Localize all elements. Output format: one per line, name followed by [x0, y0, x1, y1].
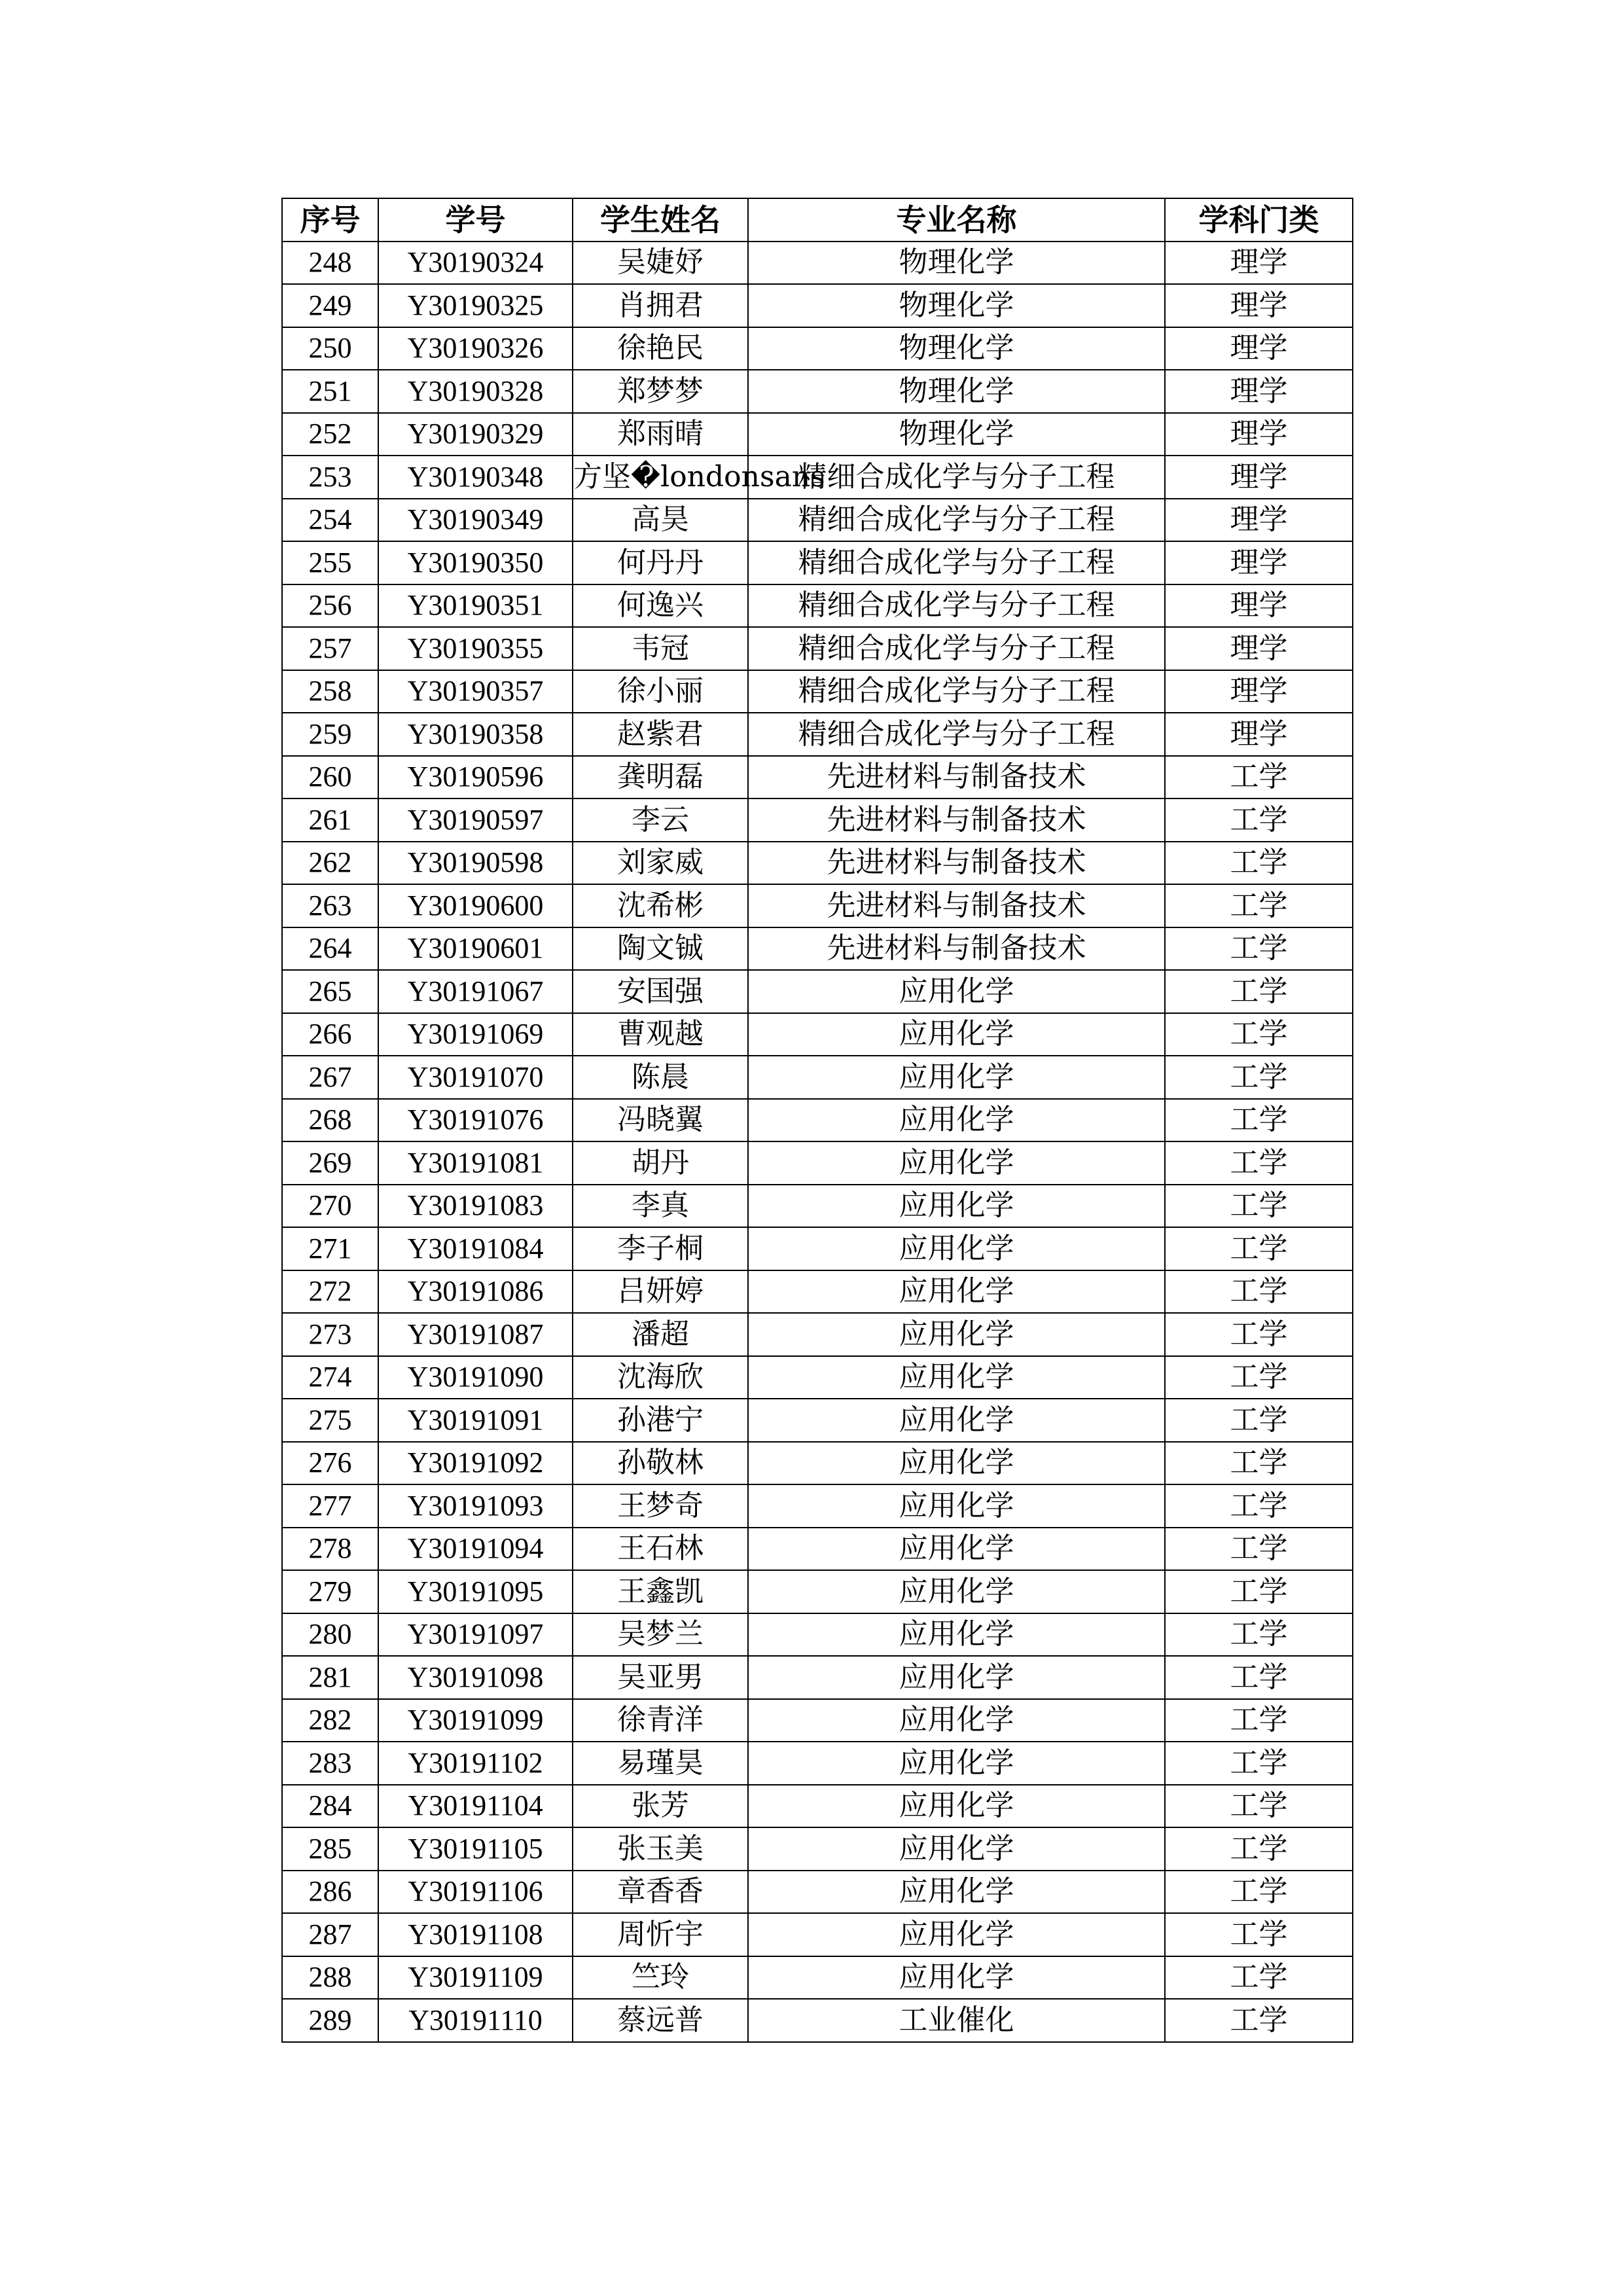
- cell-student-id: Y30190350: [378, 541, 573, 584]
- cell-student-name: 韦冠: [573, 627, 748, 670]
- cell-student-id: Y30191095: [378, 1570, 573, 1613]
- cell-major-name: 应用化学: [748, 1913, 1165, 1956]
- cell-student-id: Y30191091: [378, 1399, 573, 1442]
- table-row: [282, 756, 1353, 799]
- cell-student-name: 吴婕妤: [573, 242, 748, 285]
- cell-discipline: 理学: [1165, 499, 1353, 542]
- table-row: [282, 970, 1353, 1013]
- cell-student-id: Y30191093: [378, 1484, 573, 1528]
- cell-discipline: 工学: [1165, 1570, 1353, 1613]
- cell-student-name: 安国强: [573, 970, 748, 1013]
- cell-student-name: 李子桐: [573, 1227, 748, 1270]
- cell-student-id: Y30190324: [378, 242, 573, 285]
- cell-student-id: Y30191086: [378, 1270, 573, 1314]
- cell-seq: 284: [282, 1785, 378, 1828]
- cell-major-name: 精细合成化学与分子工程: [748, 584, 1165, 628]
- cell-discipline: 工学: [1165, 1528, 1353, 1571]
- cell-major-name: 物理化学: [748, 284, 1165, 327]
- cell-seq: 256: [282, 584, 378, 628]
- table-row: [282, 1913, 1353, 1956]
- cell-major-name: 应用化学: [748, 1442, 1165, 1485]
- table-row: [282, 670, 1353, 713]
- cell-discipline: 工学: [1165, 1613, 1353, 1657]
- cell-seq: 276: [282, 1442, 378, 1485]
- cell-major-name: 物理化学: [748, 370, 1165, 413]
- cell-student-name: 高昊: [573, 499, 748, 542]
- cell-student-id: Y30191069: [378, 1013, 573, 1056]
- header-discipline: 学科门类: [1165, 198, 1353, 242]
- cell-discipline: 工学: [1165, 1742, 1353, 1785]
- cell-discipline: 工学: [1165, 1999, 1353, 2042]
- cell-discipline: 工学: [1165, 1699, 1353, 1742]
- table-row: [282, 242, 1353, 285]
- table-row: [282, 413, 1353, 456]
- table-row: [282, 1999, 1353, 2042]
- cell-seq: 286: [282, 1871, 378, 1914]
- cell-discipline: 工学: [1165, 1399, 1353, 1442]
- cell-student-name: 沈希彬: [573, 884, 748, 927]
- cell-student-id: Y30191109: [378, 1956, 573, 2000]
- cell-student-id: Y30190598: [378, 842, 573, 885]
- cell-seq: 264: [282, 927, 378, 971]
- cell-student-id: Y30191081: [378, 1141, 573, 1185]
- cell-seq: 250: [282, 327, 378, 370]
- cell-seq: 265: [282, 970, 378, 1013]
- cell-seq: 261: [282, 798, 378, 842]
- cell-seq: 285: [282, 1827, 378, 1871]
- header-student-name: 学生姓名: [573, 198, 748, 242]
- cell-major-name: 应用化学: [748, 1270, 1165, 1314]
- cell-seq: 266: [282, 1013, 378, 1056]
- cell-student-name: 易瑾昊: [573, 1742, 748, 1785]
- cell-major-name: 先进材料与制备技术: [748, 884, 1165, 927]
- cell-student-id: Y30191084: [378, 1227, 573, 1270]
- header-student-id: 学号: [378, 198, 573, 242]
- cell-major-name: 精细合成化学与分子工程: [748, 627, 1165, 670]
- cell-student-name: 王石林: [573, 1528, 748, 1571]
- cell-major-name: 应用化学: [748, 1484, 1165, 1528]
- cell-major-name: 应用化学: [748, 1570, 1165, 1613]
- table-row: [282, 499, 1353, 542]
- table-row: [282, 1313, 1353, 1356]
- table-header: [282, 198, 1353, 242]
- cell-seq: 260: [282, 756, 378, 799]
- cell-major-name: 先进材料与制备技术: [748, 756, 1165, 799]
- cell-student-id: Y30191110: [378, 1999, 573, 2042]
- cell-student-name: 曹观越: [573, 1013, 748, 1056]
- cell-discipline: 工学: [1165, 1913, 1353, 1956]
- cell-seq: 287: [282, 1913, 378, 1956]
- table-row: [282, 1742, 1353, 1785]
- table-row: [282, 1227, 1353, 1270]
- cell-discipline: 理学: [1165, 327, 1353, 370]
- cell-student-name: 张玉美: [573, 1827, 748, 1871]
- table-row: [282, 1141, 1353, 1185]
- cell-seq: 262: [282, 842, 378, 885]
- cell-discipline: 工学: [1165, 1356, 1353, 1399]
- cell-student-id: Y30190351: [378, 584, 573, 628]
- cell-student-name: 李云: [573, 798, 748, 842]
- cell-student-id: Y30190329: [378, 413, 573, 456]
- cell-student-name: 潘超: [573, 1313, 748, 1356]
- cell-seq: 249: [282, 284, 378, 327]
- cell-student-id: Y30191098: [378, 1656, 573, 1699]
- cell-seq: 252: [282, 413, 378, 456]
- cell-student-id: Y30191099: [378, 1699, 573, 1742]
- cell-discipline: 工学: [1165, 1484, 1353, 1528]
- table-row: [282, 541, 1353, 584]
- cell-student-id: Y30190357: [378, 670, 573, 713]
- table-row: [282, 284, 1353, 327]
- cell-seq: 251: [282, 370, 378, 413]
- cell-major-name: 先进材料与制备技术: [748, 842, 1165, 885]
- cell-major-name: 工业催化: [748, 1999, 1165, 2042]
- header-seq: 序号: [282, 198, 378, 242]
- cell-student-name: 吴亚男: [573, 1656, 748, 1699]
- cell-major-name: 应用化学: [748, 1056, 1165, 1099]
- cell-seq: 254: [282, 499, 378, 542]
- cell-discipline: 理学: [1165, 370, 1353, 413]
- cell-student-id: Y30190349: [378, 499, 573, 542]
- cell-discipline: 工学: [1165, 1270, 1353, 1314]
- cell-discipline: 工学: [1165, 1827, 1353, 1871]
- cell-seq: 273: [282, 1313, 378, 1356]
- cell-discipline: 工学: [1165, 884, 1353, 927]
- cell-student-name: 张芳: [573, 1785, 748, 1828]
- cell-student-name: 胡丹: [573, 1141, 748, 1185]
- cell-discipline: 工学: [1165, 970, 1353, 1013]
- cell-seq: 289: [282, 1999, 378, 2042]
- cell-seq: 263: [282, 884, 378, 927]
- cell-student-id: Y30191102: [378, 1742, 573, 1785]
- cell-student-id: Y30191067: [378, 970, 573, 1013]
- table-row: [282, 1699, 1353, 1742]
- cell-discipline: 工学: [1165, 1141, 1353, 1185]
- cell-major-name: 应用化学: [748, 1141, 1165, 1185]
- student-roster-table: [281, 198, 1353, 2043]
- cell-major-name: 应用化学: [748, 1313, 1165, 1356]
- table-row: [282, 927, 1353, 971]
- table-body: [282, 242, 1353, 2042]
- table-row: [282, 327, 1353, 370]
- cell-student-name: 刘家威: [573, 842, 748, 885]
- cell-discipline: 工学: [1165, 927, 1353, 971]
- cell-major-name: 先进材料与制备技术: [748, 798, 1165, 842]
- cell-student-id: Y30190600: [378, 884, 573, 927]
- cell-student-id: Y30191105: [378, 1827, 573, 1871]
- table-row: [282, 1270, 1353, 1314]
- cell-seq: 282: [282, 1699, 378, 1742]
- cell-seq: 272: [282, 1270, 378, 1314]
- header-row: [282, 198, 1353, 242]
- table-row: [282, 1570, 1353, 1613]
- cell-student-id: Y30191108: [378, 1913, 573, 1956]
- cell-major-name: 物理化学: [748, 413, 1165, 456]
- cell-discipline: 工学: [1165, 1785, 1353, 1828]
- cell-student-name: 龚明磊: [573, 756, 748, 799]
- table-row: [282, 1827, 1353, 1871]
- cell-discipline: 理学: [1165, 541, 1353, 584]
- table-row: [282, 1356, 1353, 1399]
- cell-major-name: 应用化学: [748, 1699, 1165, 1742]
- cell-seq: 278: [282, 1528, 378, 1571]
- cell-seq: 258: [282, 670, 378, 713]
- cell-discipline: 工学: [1165, 756, 1353, 799]
- cell-seq: 257: [282, 627, 378, 670]
- cell-seq: 280: [282, 1613, 378, 1657]
- cell-student-id: Y30190355: [378, 627, 573, 670]
- cell-discipline: 工学: [1165, 1099, 1353, 1142]
- cell-student-name: 王鑫凯: [573, 1570, 748, 1613]
- table-row: [282, 1613, 1353, 1657]
- cell-seq: 275: [282, 1399, 378, 1442]
- cell-student-id: Y30190325: [378, 284, 573, 327]
- cell-student-name: 蔡远普: [573, 1999, 748, 2042]
- cell-discipline: 工学: [1165, 1056, 1353, 1099]
- table-row: [282, 1656, 1353, 1699]
- cell-student-id: Y30191070: [378, 1056, 573, 1099]
- table-row: [282, 884, 1353, 927]
- table-row: [282, 1442, 1353, 1485]
- cell-student-name: 冯晓翼: [573, 1099, 748, 1142]
- table-row: [282, 627, 1353, 670]
- cell-student-name: 何逸兴: [573, 584, 748, 628]
- cell-major-name: 应用化学: [748, 1656, 1165, 1699]
- cell-discipline: 工学: [1165, 842, 1353, 885]
- cell-major-name: 物理化学: [748, 327, 1165, 370]
- cell-student-id: Y30190597: [378, 798, 573, 842]
- cell-seq: 274: [282, 1356, 378, 1399]
- cell-major-name: 应用化学: [748, 1956, 1165, 2000]
- cell-discipline: 理学: [1165, 584, 1353, 628]
- cell-discipline: 理学: [1165, 284, 1353, 327]
- cell-discipline: 工学: [1165, 1956, 1353, 2000]
- cell-discipline: 工学: [1165, 1013, 1353, 1056]
- cell-student-name: 徐小丽: [573, 670, 748, 713]
- cell-student-name: 竺玲: [573, 1956, 748, 2000]
- table-row: [282, 584, 1353, 628]
- cell-student-id: Y30191092: [378, 1442, 573, 1485]
- cell-student-name: 赵紫君: [573, 713, 748, 756]
- cell-student-id: Y30191090: [378, 1356, 573, 1399]
- cell-seq: 277: [282, 1484, 378, 1528]
- cell-major-name: 应用化学: [748, 970, 1165, 1013]
- cell-student-name: 方坚�londonsans: [573, 456, 748, 499]
- cell-major-name: 应用化学: [748, 1399, 1165, 1442]
- cell-student-id: Y30190601: [378, 927, 573, 971]
- cell-major-name: 精细合成化学与分子工程: [748, 670, 1165, 713]
- header-major-name: 专业名称: [748, 198, 1165, 242]
- cell-discipline: 理学: [1165, 242, 1353, 285]
- table-row: [282, 1056, 1353, 1099]
- cell-student-name: 吴梦兰: [573, 1613, 748, 1657]
- cell-seq: 288: [282, 1956, 378, 2000]
- cell-student-name: 陶文铖: [573, 927, 748, 971]
- cell-student-id: Y30190348: [378, 456, 573, 499]
- cell-student-name: 章香香: [573, 1871, 748, 1914]
- cell-seq: 253: [282, 456, 378, 499]
- cell-major-name: 应用化学: [748, 1528, 1165, 1571]
- cell-major-name: 应用化学: [748, 1613, 1165, 1657]
- cell-seq: 248: [282, 242, 378, 285]
- cell-discipline: 工学: [1165, 1227, 1353, 1270]
- cell-student-name: 孙港宁: [573, 1399, 748, 1442]
- table-row: [282, 370, 1353, 413]
- table-row: [282, 456, 1353, 499]
- cell-major-name: 精细合成化学与分子工程: [748, 713, 1165, 756]
- cell-major-name: 应用化学: [748, 1785, 1165, 1828]
- table-row: [282, 1185, 1353, 1228]
- cell-seq: 271: [282, 1227, 378, 1270]
- cell-discipline: 理学: [1165, 713, 1353, 756]
- cell-student-id: Y30190328: [378, 370, 573, 413]
- cell-student-id: Y30191097: [378, 1613, 573, 1657]
- table-row: [282, 1399, 1353, 1442]
- table-row: [282, 842, 1353, 885]
- cell-student-name: 周忻宇: [573, 1913, 748, 1956]
- cell-discipline: 工学: [1165, 1442, 1353, 1485]
- cell-major-name: 精细合成化学与分子工程: [748, 499, 1165, 542]
- table-row: [282, 1785, 1353, 1828]
- cell-student-id: Y30190358: [378, 713, 573, 756]
- cell-student-name: 孙敬林: [573, 1442, 748, 1485]
- cell-seq: 255: [282, 541, 378, 584]
- cell-student-name: 李真: [573, 1185, 748, 1228]
- cell-student-name: 徐青洋: [573, 1699, 748, 1742]
- cell-student-name: 徐艳民: [573, 327, 748, 370]
- cell-seq: 283: [282, 1742, 378, 1785]
- cell-student-id: Y30191106: [378, 1871, 573, 1914]
- table-row: [282, 1013, 1353, 1056]
- cell-student-name: 王梦奇: [573, 1484, 748, 1528]
- cell-student-name: 何丹丹: [573, 541, 748, 584]
- cell-student-id: Y30191083: [378, 1185, 573, 1228]
- table-row: [282, 1099, 1353, 1142]
- cell-major-name: 应用化学: [748, 1871, 1165, 1914]
- cell-student-name: 吕妍婷: [573, 1270, 748, 1314]
- cell-student-id: Y30191104: [378, 1785, 573, 1828]
- cell-discipline: 理学: [1165, 670, 1353, 713]
- cell-student-name: 肖拥君: [573, 284, 748, 327]
- cell-major-name: 应用化学: [748, 1742, 1165, 1785]
- cell-discipline: 工学: [1165, 1871, 1353, 1914]
- cell-discipline: 理学: [1165, 627, 1353, 670]
- cell-student-name: 郑梦梦: [573, 370, 748, 413]
- table-row: [282, 713, 1353, 756]
- cell-major-name: 物理化学: [748, 242, 1165, 285]
- cell-discipline: 理学: [1165, 456, 1353, 499]
- cell-discipline: 工学: [1165, 798, 1353, 842]
- table-row: [282, 1956, 1353, 2000]
- cell-major-name: 应用化学: [748, 1227, 1165, 1270]
- cell-student-id: Y30191094: [378, 1528, 573, 1571]
- cell-student-id: Y30190596: [378, 756, 573, 799]
- cell-student-name: 郑雨晴: [573, 413, 748, 456]
- document-page: [281, 198, 1352, 2043]
- cell-seq: 281: [282, 1656, 378, 1699]
- table-row: [282, 1484, 1353, 1528]
- cell-major-name: 应用化学: [748, 1099, 1165, 1142]
- cell-student-id: Y30191087: [378, 1313, 573, 1356]
- cell-student-id: Y30190326: [378, 327, 573, 370]
- table-row: [282, 1528, 1353, 1571]
- cell-discipline: 工学: [1165, 1656, 1353, 1699]
- cell-major-name: 应用化学: [748, 1013, 1165, 1056]
- cell-student-name: 沈海欣: [573, 1356, 748, 1399]
- table-row: [282, 798, 1353, 842]
- cell-student-id: Y30191076: [378, 1099, 573, 1142]
- cell-discipline: 工学: [1165, 1313, 1353, 1356]
- cell-discipline: 理学: [1165, 413, 1353, 456]
- cell-major-name: 先进材料与制备技术: [748, 927, 1165, 971]
- cell-major-name: 应用化学: [748, 1827, 1165, 1871]
- cell-seq: 279: [282, 1570, 378, 1613]
- cell-major-name: 精细合成化学与分子工程: [748, 456, 1165, 499]
- cell-seq: 259: [282, 713, 378, 756]
- cell-major-name: 应用化学: [748, 1356, 1165, 1399]
- cell-seq: 268: [282, 1099, 378, 1142]
- cell-seq: 267: [282, 1056, 378, 1099]
- cell-seq: 269: [282, 1141, 378, 1185]
- table-row: [282, 1871, 1353, 1914]
- cell-discipline: 工学: [1165, 1185, 1353, 1228]
- cell-student-name: 陈晨: [573, 1056, 748, 1099]
- cell-seq: 270: [282, 1185, 378, 1228]
- cell-major-name: 精细合成化学与分子工程: [748, 541, 1165, 584]
- cell-major-name: 应用化学: [748, 1185, 1165, 1228]
